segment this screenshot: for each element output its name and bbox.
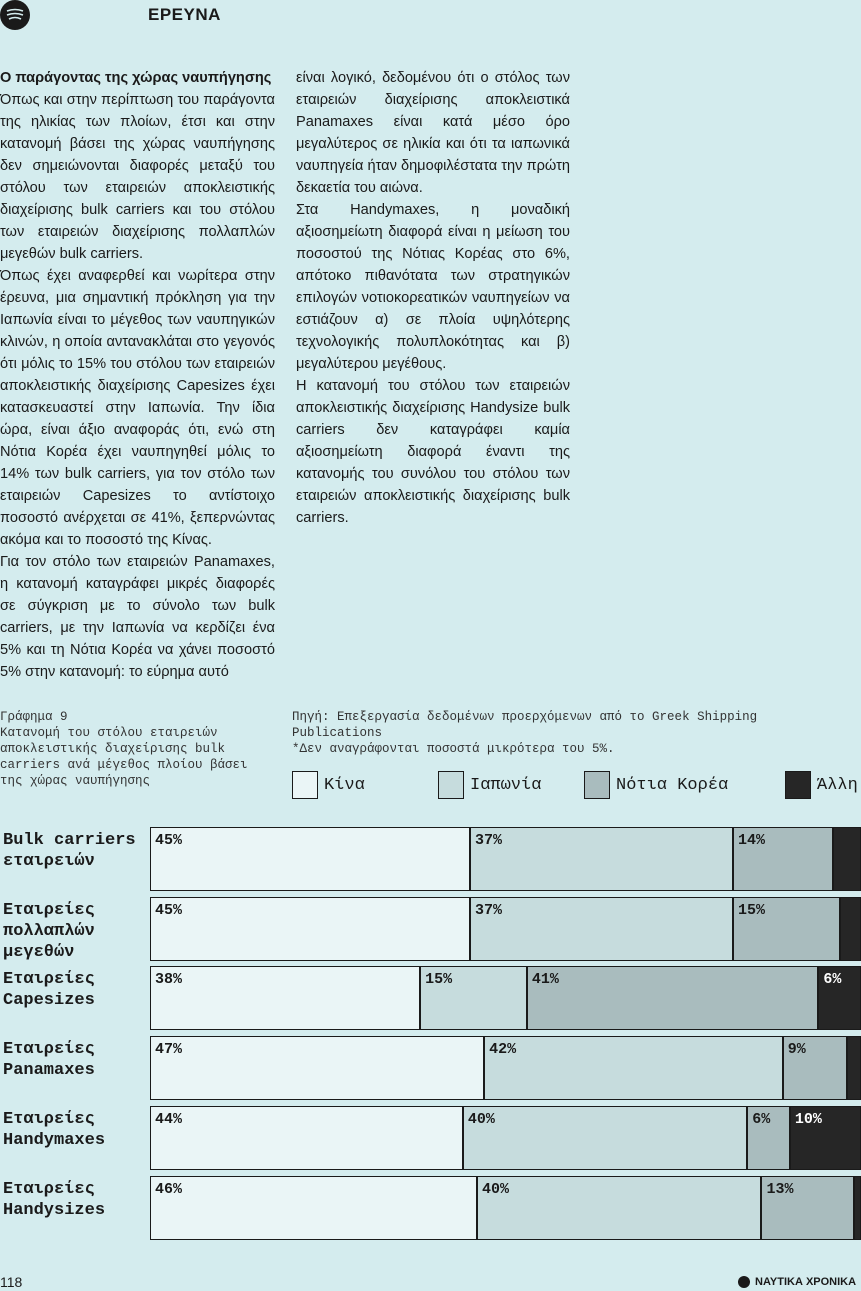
bar-segment [150, 1106, 463, 1170]
legend-item [785, 769, 858, 801]
paragraph: Η κατανομή του στόλου των εταιρειών αποκλειστικής διαχείρισης Handysize bulk carriers δεν καταγράφει καμία αξιοσημείωτη διαφορά έναντι της κατανομής του συνόλου του στόλου των εταιρειών αποκλειστικής διαχείρισης bulk carriers. [296, 378, 570, 526]
paragraph: Ο παράγοντας της χώρας ναυπήγησης Όπως και στην περίπτωση του παράγοντα της ηλικίας των πλοίων, έτσι και στην κατανομή βάσει της χώρας ναυπήγησης δεν σημειώνονται διαφορές μεταξύ του στόλου των εταιρειών αποκλειστικής διαχείρισης bulk carriers και του στόλου των εταιρειών διαχείρισης πολλαπλών μεγεθών bulk carriers. [0, 70, 275, 262]
bar-value-label: 9% [787, 1041, 806, 1058]
legend-swatch [584, 771, 610, 799]
bar-row [150, 1176, 861, 1240]
legend-swatch [785, 771, 811, 799]
bar-segment [854, 1176, 861, 1240]
legend-item [438, 769, 541, 801]
legend-swatch [292, 771, 318, 799]
bar-segment [470, 827, 733, 891]
legend-item [292, 769, 365, 801]
page-number: 118 [0, 1274, 23, 1290]
bar-row [150, 897, 861, 961]
legend-label: Άλλη [817, 775, 858, 795]
paragraph: Όπως έχει αναφερθεί και νωρίτερα στην έρευνα, μια σημαντική πρόκληση για την Ιαπωνία είναι το μέγεθος των ναυπηγικών κλινών, η οποία αντανακλάται στο γεγονός ότι μόλις το 15% του στόλου των εταιρειών αποκλειστικής διαχείρισης Capesizes έχει κατασκευαστεί στην Ιαπωνία. Την ίδια ώρα, είναι άξιο αναφοράς ότι, ενώ στη Νότια Κορέα έχει ναυπηγηθεί μόλις το 14% των bulk carriers, για τον στόλο των εταιρειών Capesizes το αντίστοιχο ποσοστό ανέρχεται σε 41%, ξεπερνώντας ακόμα και το ποσοστό της Κίνας. [0, 268, 275, 548]
bar-value-label: 37% [474, 902, 502, 919]
figure-caption: Γράφημα 9 Κατανομή του στόλου εταιρειών αποκλειστικής διαχείρισης bulk carriers ανά μέγεθος πλοίου βάσει της χώρας ναυπήγησης [0, 710, 248, 788]
bar-value-label: 15% [738, 902, 766, 919]
bar-value-label: 45% [155, 902, 183, 919]
bar-category-label: Εταιρείες Handysizes [3, 1180, 106, 1220]
bar-segment [847, 1036, 861, 1100]
paragraph: Στα Handymaxes, η μοναδική αξιοσημείωτη διαφορά είναι η μείωση του ποσοστού της Νότιας Κορέας στο 6%, απότοκο πιθανότατα των στρατηγικών επιλογών νοτιοκορεατικών ναυπηγείων να εστιάζουν α) σε πλοία υψηλότερης τεχνολογικής πολυπλοκότητας και β) μεγαλύτερου μεγέθους. [296, 202, 570, 372]
bar-value-label: 14% [738, 832, 766, 849]
bar-value-label: 40% [482, 1181, 510, 1198]
bar-value-label: 13% [766, 1181, 794, 1198]
bar-value-label: 40% [467, 1111, 495, 1128]
bar-row [150, 1036, 861, 1100]
bar-category-label: Εταιρείες Panamaxes [3, 1040, 95, 1080]
article-column-left [0, 67, 275, 683]
bar-category-label: Εταιρείες Handymaxes [3, 1110, 106, 1150]
bar-value-label: 46% [155, 1181, 183, 1198]
legend-label: Κίνα [324, 775, 365, 795]
legend-item [584, 769, 728, 801]
footer-brand: ΝΑΥΤΙΚΑ ΧΡΟΝΙΚΑ [738, 1276, 856, 1288]
bar-value-label: 10% [794, 1111, 822, 1128]
bar-segment [150, 966, 420, 1030]
bar-value-label: 44% [155, 1111, 183, 1128]
bar-segment [470, 897, 733, 961]
bar-segment [150, 1036, 484, 1100]
bar-segment [477, 1176, 761, 1240]
bar-segment [833, 827, 861, 891]
bar-category-label: Εταιρείες Capesizes [3, 970, 95, 1010]
bar-segment [463, 1106, 747, 1170]
bar-value-label: 42% [489, 1041, 517, 1058]
legend-swatch [438, 771, 464, 799]
bar-value-label: 37% [474, 832, 502, 849]
bar-value-label: 41% [531, 971, 559, 988]
bar-row [150, 827, 861, 891]
bar-segment [840, 897, 861, 961]
paragraph: είναι λογικό, δεδομένου ότι ο στόλος των εταιρειών διαχείρισης αποκλειστικά Panamaxes είναι κατά μέσο όρο μεγαλύτερος σε ηλικία και ότι τα ιαπωνικά ναυπηγεία ήταν δημοφιλέστατα την πρώτη δεκαετία του αιώνα. [296, 70, 570, 196]
figure-source: Πηγή: Επεξεργασία δεδομένων προερχόμενων από το Greek Shipping Publications *Δεν αναγράφονται ποσοστά μικρότερα του 5%. [292, 710, 758, 756]
paragraph: Για τον στόλο των εταιρειών Panamaxes, η κατανομή καταγράφει μικρές διαφορές σε σύγκριση με το σύνολο των bulk carriers, με την Ιαπωνία να κερδίζει ένα 5% και τη Νότια Κορέα να χάνει ποσοστό 5% στην κατανομή: το εύρημα αυτό [0, 554, 275, 680]
bar-value-label: 47% [155, 1041, 183, 1058]
bar-segment [484, 1036, 783, 1100]
brand-logo-icon [738, 1276, 750, 1288]
legend-label: Ιαπωνία [470, 775, 542, 795]
bar-row [150, 966, 861, 1030]
legend-label: Νότια Κορέα [616, 775, 729, 795]
bar-value-label: 45% [155, 832, 183, 849]
bar-value-label: 6% [752, 1111, 771, 1128]
bar-row [150, 1106, 861, 1170]
bar-segment [150, 827, 470, 891]
bar-category-label: Bulk carriers εταιρειών [3, 831, 136, 871]
bar-value-label: 6% [823, 971, 842, 988]
bar-segment [527, 966, 819, 1030]
bar-segment [150, 1176, 477, 1240]
bar-category-label: Εταιρείες πολλαπλών μεγεθών [3, 901, 95, 962]
bar-value-label: 38% [155, 971, 183, 988]
section-title: ΕΡΕΥΝΑ [148, 5, 221, 24]
magazine-logo-icon [0, 0, 30, 30]
subheading: Ο παράγοντας της χώρας ναυπήγησης [0, 70, 272, 86]
bar-value-label: 15% [425, 971, 453, 988]
bar-segment [150, 897, 470, 961]
article-column-right [296, 67, 570, 529]
